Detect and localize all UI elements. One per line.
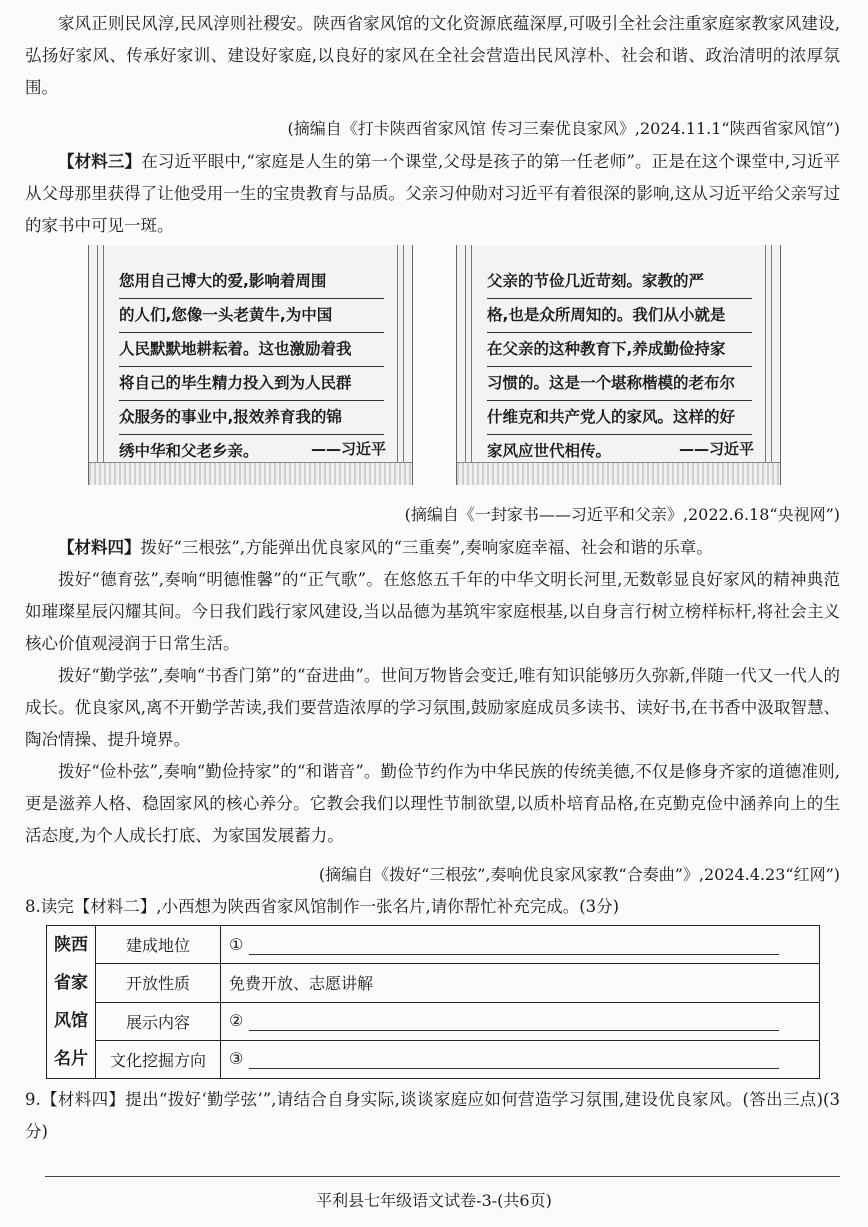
- material-4-paragraph-1: 拨好“德育弦”,奏响“明德惟馨”的“正气歌”。在悠悠五千年的中华文明长河里,无数彰显良好家风的精神典范如璀璨星辰闪耀其间。今日我们践行家风建设,当以品德为基筑牢家庭根基,以自身言行树立榜样标杆,将社会主义核心价值观浸润于日常生活。: [25, 570, 840, 653]
- card-bottom-edge: [457, 462, 780, 485]
- source-citation-3: (摘编自《拨好“三根弦”,奏响优良家风家教“合奏曲”》,2024.4.23“红网”): [318, 865, 840, 884]
- table-row: [47, 1002, 820, 1040]
- letter-line: 父亲的节俭几近苛刻。家教的严: [487, 265, 752, 299]
- letter-line: 在父亲的这种教育下,养成勤俭持家: [487, 333, 752, 367]
- answer-cell-3[interactable]: [221, 1040, 820, 1078]
- card-edge-left: [465, 245, 472, 485]
- side-label-part: 陕西: [54, 935, 88, 955]
- row-label: 文化挖掘方向: [96, 1040, 221, 1078]
- row-label: 开放性质: [96, 964, 221, 1002]
- answer-cell-1[interactable]: [221, 926, 820, 964]
- letter-line: 习惯的。这是一个堪称楷模的老布尔: [487, 367, 752, 401]
- letter-line: 众服务的事业中,报效养育我的锦: [119, 401, 384, 435]
- answer-blank[interactable]: [249, 1012, 779, 1031]
- page-footer: 平利县七年级语文试卷-3-(共6页): [316, 1191, 552, 1210]
- material-4-paragraph-3: 拨好“俭朴弦”,奏响“勤俭持家”的“和谐音”。勤俭节约作为中华民族的传统美德,不仅是修身齐家的道德准则,更是滋养人格、稳固家风的核心养分。它教会我们以理性节制欲望,以质朴培育品格,在克勤克俭中涵养向上的生活态度,为个人成长打底、为家国发展蓄力。: [25, 762, 840, 845]
- material-3-paragraph: [25, 146, 840, 242]
- letter-signature-left: ——习近平: [310, 440, 386, 458]
- letter-line: 家风应世代相传。: [487, 435, 752, 469]
- material-3-title: 【材料三】: [58, 152, 142, 171]
- intro-paragraph: 家风正则民风淳,民风淳则社稷安。陕西省家风馆的文化资源底蕴深厚,可吸引全社会注重家庭家教家风建设,弘扬好家风、传承好家训、建设好家庭,以良好的家风在全社会营造出民风淳朴、社会和谐、政治清明的浓厚氛围。: [25, 14, 840, 97]
- material-4-title: 【材料四】: [58, 538, 141, 557]
- side-label-part: 省家: [54, 973, 88, 993]
- side-label-part: 风馆: [54, 1011, 88, 1031]
- footer-divider: [45, 1176, 840, 1177]
- name-card-table: [46, 925, 820, 1079]
- source-citation-2: (摘编自《一封家书——习近平和父亲》,2022.6.18“央视网”): [404, 505, 840, 524]
- letter-card-left: [88, 245, 413, 485]
- card-edge-right: [397, 245, 404, 485]
- table-row: [47, 926, 820, 964]
- letter-line: 将自己的毕生精力投入到为人民群: [119, 367, 384, 401]
- letter-line: 绣中华和父老乡亲。: [119, 435, 384, 469]
- material-3-text: 在习近平眼中,“家庭是人生的第一个课堂,父母是孩子的第一任老师”。正是在这个课堂中,习近平从父母那里获得了让他受用一生的宝贵教育与品质。父亲习仲勋对习近平有着很深的影响,这从习近平给父亲写过的家书中可见一斑。: [25, 152, 840, 235]
- card-edge-left: [97, 245, 104, 485]
- letter-line: 什维克和共产党人的家风。这样的好: [487, 401, 752, 435]
- material-4-intro: [25, 532, 840, 564]
- side-label-part: 名片: [54, 1049, 88, 1069]
- row-value: 免费开放、志愿讲解: [221, 964, 820, 1002]
- answer-cell-2[interactable]: [221, 1002, 820, 1040]
- material-4-text: 拨好“三根弦”,方能弹出优良家风的“三重奏”,奏响家庭幸福、社会和谐的乐章。: [140, 538, 713, 557]
- row-label: 展示内容: [96, 1002, 221, 1040]
- answer-blank[interactable]: [249, 1050, 779, 1069]
- card-edge-right: [765, 245, 772, 485]
- card-bottom-edge: [89, 462, 412, 485]
- answer-marker: ②: [229, 1011, 244, 1031]
- source-citation-1: (摘编自《打卡陕西省家风馆 传习三秦优良家风》,2024.11.1“陕西省家风馆”): [287, 119, 840, 138]
- table-row: [47, 1040, 820, 1078]
- table-row: [47, 964, 820, 1002]
- answer-marker: ①: [229, 934, 244, 954]
- name-card-side-label: [47, 926, 96, 1079]
- letter-line: 格,也是众所周知的。我们从小就是: [487, 299, 752, 333]
- letter-line: 人民默默地耕耘着。这也激励着我: [119, 333, 384, 367]
- row-label: 建成地位: [96, 926, 221, 964]
- question-9: 9.【材料四】提出“拨好‘勤学弦’”,请结合自身实际,谈谈家庭应如何营造学习氛围,建设优良家风。(答出三点)(3分): [25, 1090, 840, 1141]
- question-8: 8.读完【材料二】,小西想为陕西省家风馆制作一张名片,请你帮忙补充完成。(3分): [25, 897, 620, 916]
- answer-blank[interactable]: [249, 936, 779, 955]
- letter-line: 的人们,您像一头老黄牛,为中国: [119, 299, 384, 333]
- answer-marker: ③: [229, 1049, 244, 1069]
- material-4-paragraph-2: 拨好“勤学弦”,奏响“书香门第”的“奋进曲”。世间万物皆会变迁,唯有知识能够历久弥新,伴随一代又一代人的成长。优良家风,离不开勤学苦读,我们要营造浓厚的学习氛围,鼓励家庭成员多读书、读好书,在书香中汲取智慧、陶冶情操、提升境界。: [25, 666, 840, 749]
- letter-line: 您用自己博大的爱,影响着周围: [119, 265, 384, 299]
- letter-signature-right: ——习近平: [678, 440, 754, 458]
- letter-card-right: [456, 245, 781, 485]
